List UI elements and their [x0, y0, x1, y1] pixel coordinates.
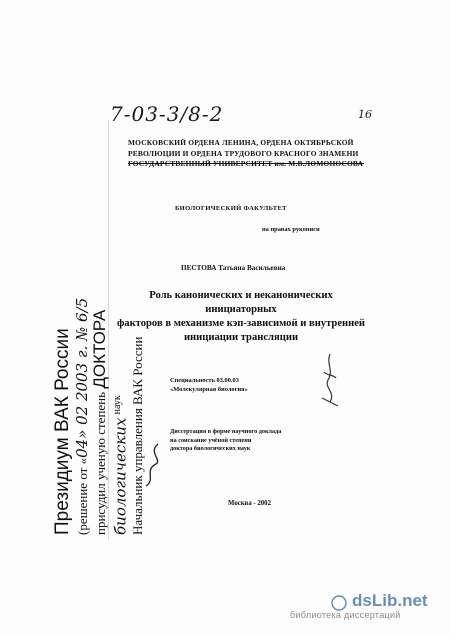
stamp-signature — [142, 440, 164, 490]
title-line-3: инициации трансляции — [183, 332, 299, 343]
org-line-3 — [128, 159, 364, 170]
specialty-block — [170, 376, 248, 394]
stamp-decision-prefix: (решение от « — [75, 457, 90, 535]
dissertation-line-2: на соискание учёной степени — [170, 436, 252, 444]
handwritten-scribble — [318, 352, 342, 410]
dissertation-line-1: Диссертация в форме научного доклада — [170, 428, 282, 435]
dissertation-type-block — [170, 428, 281, 454]
stamp-decision-date: 04» 02 2003 г. № 6/5 — [73, 297, 91, 458]
manuscript-rights-note: на правах рукописи — [262, 226, 320, 233]
title-line-2: факторов в механизме кэп-зависимой и внутренней — [116, 318, 366, 329]
org-line-1: МОСКОВСКИЙ ОРДЕНА ЛЕНИНА, ОРДЕНА ОКТЯБРЬСКОЙ — [128, 138, 354, 147]
dslib-watermark — [290, 591, 428, 620]
watermark-brand-main: dsLib — [352, 591, 398, 610]
watermark-brand — [352, 592, 428, 610]
watermark-brand-tld: .net — [397, 591, 428, 610]
faculty-name: БИОЛОГИЧЕСКИЙ ФАКУЛЬТЕТ — [175, 205, 287, 212]
handwritten-catalog-code: 7-03-3/8-2 — [110, 102, 224, 126]
specialty-code: Специальность 03.00.03 — [170, 377, 239, 384]
vak-stamp — [52, 245, 162, 535]
dissertation-line-3: доктора биологических наук — [170, 445, 251, 452]
stamp-field: биологических — [111, 417, 130, 535]
stamp-line-5: Начальник управления ВАК России — [130, 336, 146, 535]
stamp-line-1: Президиум ВАК России — [52, 328, 73, 535]
stamp-degree-prefix: присудил ученую степень — [93, 391, 108, 535]
stamp-line-4 — [109, 245, 129, 535]
author-name: ПЕСТОВА Татьяна Васильевна — [181, 264, 286, 272]
handwritten-page-number: 16 — [358, 108, 372, 121]
organization-header — [128, 138, 364, 170]
header-underline — [128, 163, 364, 164]
stamp-line-3 — [91, 245, 109, 535]
org-line-2: РЕВОЛЮЦИИ И ОРДЕНА ТРУДОВОГО КРАСНОГО ЗНАМЕНИ — [128, 148, 359, 158]
watermark-tagline: библиотека диссертаций — [290, 610, 401, 620]
title-line-1: Роль канонических и неканонических инициаторных — [149, 290, 333, 315]
city-year: Москва - 2002 — [228, 500, 271, 507]
stamp-line-2 — [74, 245, 91, 535]
stamp-field-suffix: наук — [112, 395, 123, 415]
specialty-name: «Молекулярная биология» — [170, 386, 248, 393]
stamp-degree: ДОКТОРА — [90, 309, 109, 389]
